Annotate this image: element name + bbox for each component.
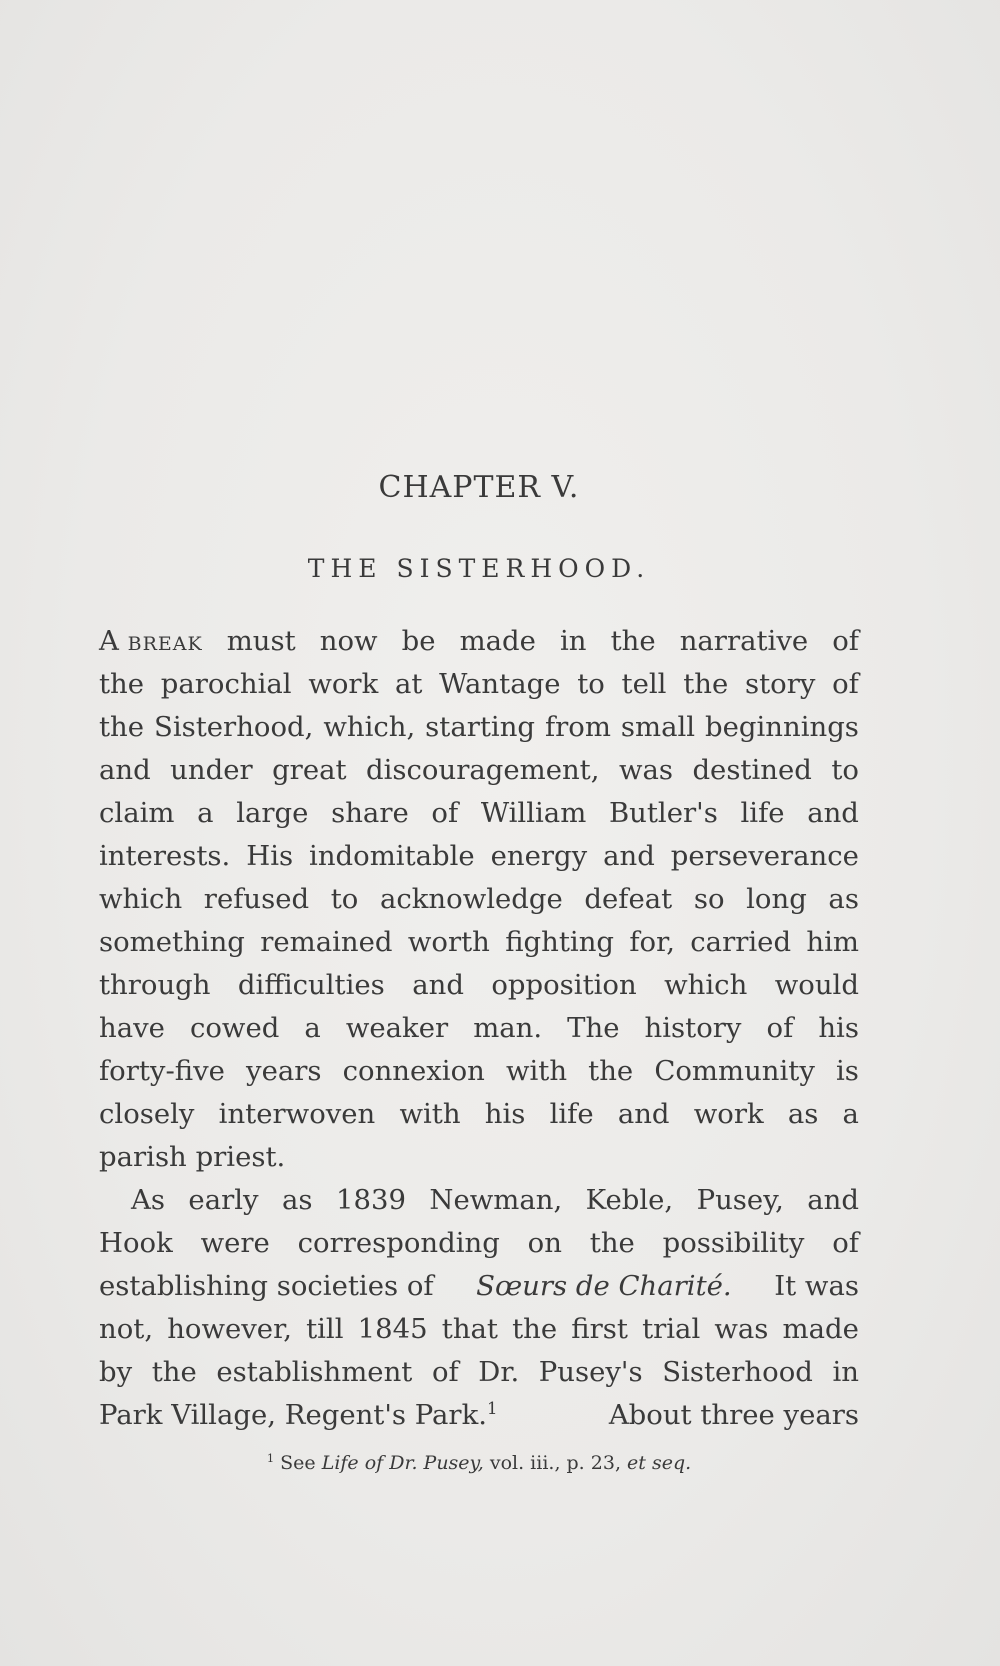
word: 1839 bbox=[335, 1184, 406, 1216]
text-line bbox=[99, 1394, 859, 1437]
word: the bbox=[588, 1055, 634, 1087]
word: as bbox=[787, 1098, 819, 1130]
word: the bbox=[683, 668, 729, 700]
text-line bbox=[99, 1093, 859, 1136]
word: as bbox=[828, 883, 859, 915]
word: beginnings bbox=[705, 711, 859, 743]
footnote-text: See bbox=[280, 1452, 316, 1474]
word: difficulties bbox=[237, 969, 385, 1001]
text-line bbox=[99, 921, 859, 964]
text-line bbox=[99, 835, 859, 878]
word: to bbox=[577, 668, 605, 700]
word: however, bbox=[167, 1313, 292, 1345]
word: Dr. bbox=[478, 1356, 520, 1388]
word: work bbox=[693, 1098, 764, 1130]
word: Hook bbox=[99, 1227, 173, 1259]
word: weaker bbox=[345, 1012, 449, 1044]
text-line bbox=[99, 1050, 859, 1093]
italic-phrase: Sœurs de Charité. bbox=[476, 1270, 732, 1302]
word: and bbox=[412, 969, 464, 1001]
text-line bbox=[99, 1179, 859, 1222]
word: the bbox=[589, 1227, 635, 1259]
word: is bbox=[836, 1055, 859, 1087]
word: with bbox=[505, 1055, 568, 1087]
word: through bbox=[99, 969, 211, 1001]
footnote bbox=[99, 1452, 859, 1474]
word: opposition bbox=[491, 969, 637, 1001]
smallcaps-word: break bbox=[127, 625, 203, 657]
word: which, bbox=[323, 711, 416, 743]
word: parish bbox=[99, 1141, 187, 1173]
word: share bbox=[331, 797, 409, 829]
word: starting bbox=[425, 711, 536, 743]
word: a bbox=[197, 797, 214, 829]
word: from bbox=[544, 711, 611, 743]
word: defeat bbox=[584, 883, 673, 915]
text-run-main: Park Village, Regent's Park. bbox=[99, 1399, 487, 1431]
text-line bbox=[99, 792, 859, 835]
word: Butler's bbox=[608, 797, 718, 829]
text-line bbox=[99, 1222, 859, 1265]
word: interwoven bbox=[218, 1098, 376, 1130]
word: parochial bbox=[160, 668, 292, 700]
word: on bbox=[527, 1227, 562, 1259]
word: to bbox=[330, 883, 359, 915]
word: him bbox=[806, 926, 859, 958]
footnote-marker: 1 bbox=[266, 1451, 275, 1466]
word: possibility bbox=[662, 1227, 805, 1259]
word: for, bbox=[629, 926, 675, 958]
word: with bbox=[399, 1098, 461, 1130]
word: Pusey, bbox=[696, 1184, 784, 1216]
word: perseverance bbox=[670, 840, 859, 872]
word: of bbox=[832, 625, 859, 657]
word: Newman, bbox=[429, 1184, 563, 1216]
text-line bbox=[99, 1265, 859, 1308]
word: Keble, bbox=[585, 1184, 674, 1216]
word: claim bbox=[99, 797, 175, 829]
word: now bbox=[319, 625, 378, 657]
footnote-tail: et seq. bbox=[627, 1452, 692, 1474]
word: destined bbox=[692, 754, 812, 786]
lead-in bbox=[99, 620, 203, 663]
word: was bbox=[714, 1313, 769, 1345]
text-line bbox=[99, 620, 859, 663]
word: refused bbox=[203, 883, 310, 915]
word: great bbox=[272, 754, 347, 786]
word: under bbox=[170, 754, 253, 786]
word: life bbox=[549, 1098, 594, 1130]
word: and bbox=[807, 797, 859, 829]
word: of bbox=[832, 668, 859, 700]
word: remained bbox=[260, 926, 393, 958]
text-line bbox=[99, 706, 859, 749]
footnote-ref-text: vol. iii., p. 23, bbox=[489, 1452, 621, 1474]
word: William bbox=[480, 797, 587, 829]
word: and bbox=[603, 840, 655, 872]
word: indomitable bbox=[309, 840, 475, 872]
word: made bbox=[782, 1313, 859, 1345]
word: connexion bbox=[342, 1055, 485, 1087]
word: Pusey's bbox=[538, 1356, 643, 1388]
chapter-title: THE SISTERHOOD. bbox=[307, 554, 651, 583]
word: early bbox=[188, 1184, 259, 1216]
word: trial bbox=[642, 1313, 701, 1345]
word: something bbox=[99, 926, 245, 958]
word: forty-five bbox=[99, 1055, 225, 1087]
word: must bbox=[226, 625, 296, 657]
word: narrative bbox=[679, 625, 809, 657]
word: story bbox=[744, 668, 816, 700]
footnote-title: Life of Dr. Pusey, bbox=[321, 1452, 484, 1474]
word: the bbox=[99, 668, 145, 700]
text-run: establishing societies of bbox=[99, 1270, 434, 1302]
text-line bbox=[99, 964, 859, 1007]
word: of bbox=[431, 797, 459, 829]
word: that bbox=[441, 1313, 498, 1345]
word: worth bbox=[407, 926, 490, 958]
word: which bbox=[664, 969, 748, 1001]
word: so bbox=[693, 883, 725, 915]
word: of bbox=[832, 1227, 859, 1259]
word: closely bbox=[99, 1098, 195, 1130]
footnote-ref[interactable]: 1 bbox=[486, 1399, 498, 1419]
word: the bbox=[512, 1313, 558, 1345]
text-run bbox=[99, 1394, 497, 1437]
text-line bbox=[99, 663, 859, 706]
word: priest. bbox=[195, 1141, 286, 1173]
text-line bbox=[99, 1308, 859, 1351]
word: at bbox=[394, 668, 423, 700]
word: and bbox=[99, 754, 151, 786]
word: cowed bbox=[189, 1012, 280, 1044]
word: a bbox=[842, 1098, 859, 1130]
word: interests. bbox=[99, 840, 231, 872]
word: be bbox=[401, 625, 436, 657]
word: acknowledge bbox=[379, 883, 563, 915]
word: first bbox=[571, 1313, 628, 1345]
word: and bbox=[617, 1098, 670, 1130]
word: made bbox=[459, 625, 536, 657]
word: man. bbox=[473, 1012, 543, 1044]
text-run: About three years bbox=[608, 1399, 859, 1431]
word: in bbox=[560, 625, 587, 657]
word: the bbox=[99, 711, 145, 743]
word: small bbox=[620, 711, 696, 743]
word: His bbox=[246, 840, 294, 872]
word: of bbox=[431, 1356, 459, 1388]
text-line bbox=[99, 1007, 859, 1050]
word: discouragement, bbox=[366, 754, 600, 786]
word: which bbox=[99, 883, 183, 915]
word: work bbox=[308, 668, 379, 700]
word: the bbox=[151, 1356, 197, 1388]
word: Wantage bbox=[439, 668, 561, 700]
text-line bbox=[99, 749, 859, 792]
word: The bbox=[567, 1012, 620, 1044]
word: years bbox=[246, 1055, 322, 1087]
word: not, bbox=[99, 1313, 154, 1345]
chapter-number: CHAPTER V. bbox=[378, 470, 580, 505]
word: carried bbox=[690, 926, 792, 958]
text-line bbox=[99, 1136, 859, 1179]
word: in bbox=[832, 1356, 859, 1388]
paragraph-1 bbox=[99, 620, 859, 1179]
word: and bbox=[807, 1184, 859, 1216]
word: was bbox=[618, 754, 673, 786]
word: corresponding bbox=[297, 1227, 500, 1259]
word: history bbox=[644, 1012, 742, 1044]
word: his bbox=[484, 1098, 526, 1130]
word: Community bbox=[654, 1055, 815, 1087]
text-line bbox=[99, 1351, 859, 1394]
word: of bbox=[766, 1012, 794, 1044]
lead-word: A bbox=[99, 625, 128, 657]
word: establishment bbox=[216, 1356, 413, 1388]
word: As bbox=[131, 1184, 165, 1216]
word: Sisterhood bbox=[662, 1356, 813, 1388]
word: as bbox=[282, 1184, 313, 1216]
word: life bbox=[740, 797, 785, 829]
word: by bbox=[99, 1356, 133, 1388]
word: to bbox=[831, 754, 859, 786]
text-line bbox=[99, 878, 859, 921]
word: Sisterhood, bbox=[153, 711, 314, 743]
word: were bbox=[200, 1227, 270, 1259]
word: long bbox=[746, 883, 807, 915]
word: till bbox=[306, 1313, 344, 1345]
word: 1845 bbox=[357, 1313, 428, 1345]
word: fighting bbox=[505, 926, 615, 958]
word: would bbox=[774, 969, 859, 1001]
word: energy bbox=[490, 840, 588, 872]
word: a bbox=[304, 1012, 321, 1044]
word: have bbox=[99, 1012, 165, 1044]
word: the bbox=[610, 625, 656, 657]
chapter-body bbox=[99, 620, 859, 1437]
word: large bbox=[236, 797, 309, 829]
word: his bbox=[818, 1012, 859, 1044]
word: tell bbox=[621, 668, 667, 700]
text-run: It was bbox=[774, 1270, 859, 1302]
paragraph-2 bbox=[99, 1179, 859, 1437]
